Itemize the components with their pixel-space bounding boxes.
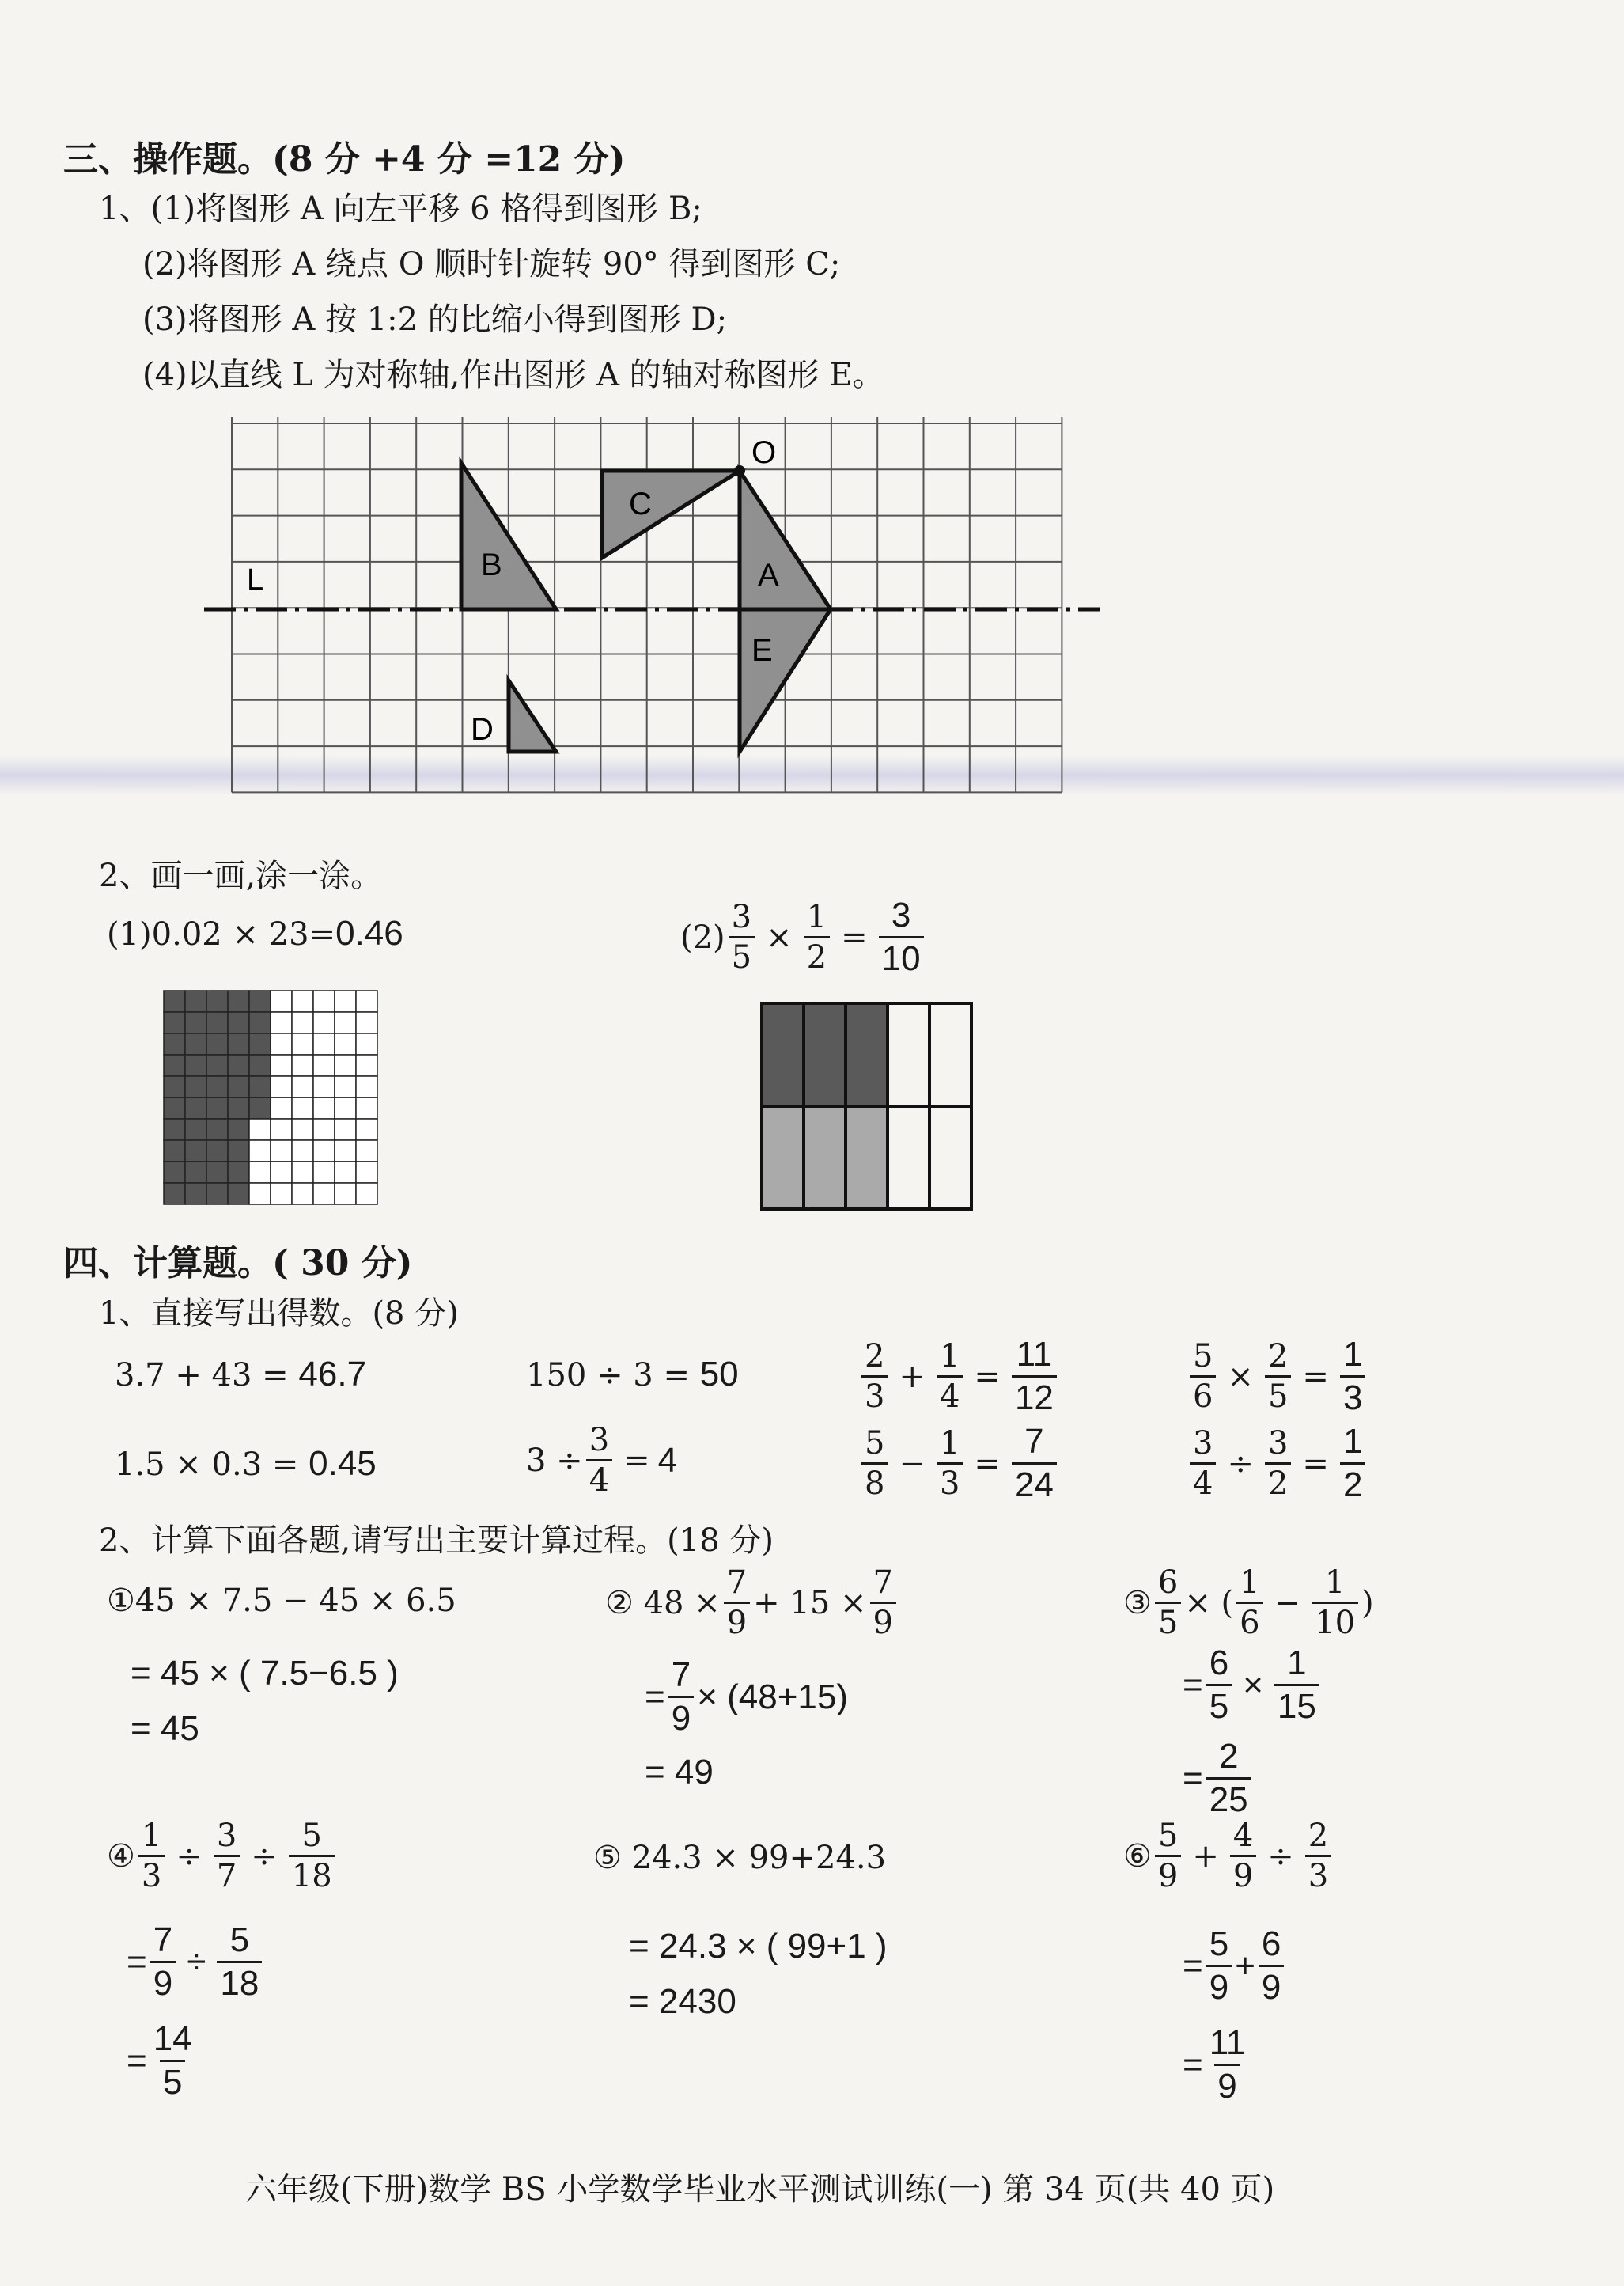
hundred-cell	[356, 1055, 377, 1076]
transformation-grid	[198, 408, 1107, 803]
hundred-cell-shaded	[249, 1012, 271, 1033]
denominator: 10	[879, 936, 924, 976]
hundred-cell	[313, 1012, 335, 1033]
hundred-cell-shaded	[206, 1012, 228, 1033]
direct-r2c3: $\frac{5}{8}$ − $\frac{1}{3}$ = $\frac{7}{24}$	[858, 1424, 1060, 1503]
direct-r1c2	[526, 1355, 739, 1394]
hundred-cell	[271, 1033, 292, 1055]
page-footer: 六年级(下册)数学 BS 小学数学毕业水平测试训练(一) 第 34 页(共 40 页)	[245, 2171, 1275, 2208]
hundred-cell	[249, 1162, 271, 1183]
hundred-cell	[335, 1162, 356, 1183]
label-D: D	[471, 712, 494, 747]
hundred-cell	[271, 1076, 292, 1098]
problem-6-question: ⑥ $\frac{5}{9}$ + $\frac{4}{9}$ ÷ $\frac{2}{3}$	[1123, 1820, 1334, 1892]
problem-3-question: ③ $\frac{6}{5}$ × ( $\frac{1}{6}$ − $\frac{1}{10}$ )	[1123, 1564, 1374, 1641]
hundred-cell	[292, 1033, 313, 1055]
question: 150 ÷ 3 =	[526, 1357, 690, 1393]
hundred-cell-shaded	[164, 1119, 185, 1140]
q1-item-2: (2)将图形 A 绕点 O 顺时针旋转 90° 得到图形 C;	[142, 246, 841, 282]
answer: 46.7	[298, 1355, 367, 1393]
hundred-cell-shaded	[249, 991, 271, 1012]
hundred-cell-shaded	[206, 1140, 228, 1162]
hundred-cell-shaded	[185, 1119, 206, 1140]
hundred-cell	[271, 1140, 292, 1162]
hundred-cell	[335, 1119, 356, 1140]
section3-title: 三、操作题。(8 分 +4 分 =12 分)	[63, 139, 626, 180]
label-C: C	[629, 487, 652, 521]
hundred-cell	[313, 991, 335, 1012]
hundred-cell-shaded	[206, 1119, 228, 1140]
hundred-grid-cells	[164, 991, 377, 1204]
hundred-cell-shaded	[228, 1183, 249, 1204]
direct-r1c1	[115, 1355, 366, 1394]
hundred-cell	[292, 1098, 313, 1119]
hundred-cell	[271, 1162, 292, 1183]
hundred-cell	[292, 1076, 313, 1098]
hundred-cell	[271, 991, 292, 1012]
problem-3-step-2: = $\frac{2}{25}$	[1183, 1739, 1255, 1818]
hundred-cell	[356, 1183, 377, 1204]
problem-6-step-2: = $\frac{11}{9}$	[1183, 2023, 1246, 2106]
hundred-cell	[313, 1119, 335, 1140]
q2-part1-expression: (1)0.02 × 23=	[107, 916, 336, 953]
denominator: 5	[729, 936, 755, 973]
hundred-cell-shaded	[185, 991, 206, 1012]
hundred-cell-shaded	[206, 1055, 228, 1076]
question: 3.7 + 43 =	[115, 1357, 289, 1393]
section4-title: 四、计算题。( 30 分)	[63, 1243, 413, 1283]
direct-r2c4: $\frac{3}{4}$ ÷ $\frac{3}{2}$ = $\frac{1}{2}$	[1187, 1424, 1368, 1503]
shape-C	[602, 471, 740, 558]
hundred-cell-shaded	[249, 1098, 271, 1119]
hundred-cell	[271, 1183, 292, 1204]
problem-1-question: ①45 × 7.5 − 45 × 6.5	[107, 1583, 456, 1619]
hundred-cell	[292, 1119, 313, 1140]
q2-title: 2、画一画,涂一涂。	[99, 858, 383, 894]
hundred-cell	[313, 1140, 335, 1162]
hundred-cell-shaded	[164, 991, 185, 1012]
problem-5-step-1: = 24.3 × ( 99+1 )	[629, 1927, 888, 1966]
q2-part2-frac-a	[729, 899, 755, 976]
problem-2-step-1: = $\frac{7}{9}$ × (48+15)	[645, 1655, 848, 1738]
hundred-cell	[271, 1055, 292, 1076]
label-L: L	[247, 563, 264, 597]
hundred-grid	[162, 989, 384, 1211]
hundred-cell-shaded	[164, 1076, 185, 1098]
q2-part1-answer: 0.46	[335, 914, 403, 953]
hundred-cell	[313, 1076, 335, 1098]
hundred-cell	[313, 1055, 335, 1076]
hundred-cell-shaded	[185, 1033, 206, 1055]
hundred-cell-shaded	[206, 1183, 228, 1204]
hundred-cell	[335, 1140, 356, 1162]
hundred-cell-shaded	[206, 991, 228, 1012]
hundred-cell-shaded	[206, 1162, 228, 1183]
hundred-cell-shaded	[228, 1098, 249, 1119]
hundred-cell	[356, 1076, 377, 1098]
hundred-cell	[292, 991, 313, 1012]
q1-item-4: (4)以直线 L 为对称轴,作出图形 A 的轴对称图形 E。	[142, 357, 884, 393]
label-E: E	[751, 633, 773, 668]
hundred-cell-shaded	[228, 1012, 249, 1033]
shaded-light-region-right	[846, 1106, 888, 1209]
direct-title: 1、直接写出得数。(8 分)	[99, 1295, 459, 1332]
hundred-cell	[356, 1033, 377, 1055]
hundred-cell-shaded	[185, 1055, 206, 1076]
hundred-cell	[292, 1055, 313, 1076]
hundred-cell-shaded	[185, 1098, 206, 1119]
hundred-cell-shaded	[228, 1162, 249, 1183]
direct-r1c3: $\frac{2}{3}$ + $\frac{1}{4}$ = $\frac{11}{12}$	[858, 1337, 1060, 1416]
hundred-cell-shaded	[206, 1076, 228, 1098]
hundred-cell-shaded	[249, 1033, 271, 1055]
direct-r2c2: 3 ÷ $\frac{3}{4}$ = 4	[526, 1422, 678, 1499]
problem-4-step-1: = $\frac{7}{9}$ ÷ $\frac{5}{18}$	[127, 1923, 265, 2001]
q2-part2-label: (2)	[680, 919, 725, 956]
hundred-cell-shaded	[206, 1098, 228, 1119]
q1-item-3: (3)将图形 A 按 1:2 的比缩小得到图形 D;	[142, 301, 728, 338]
hundred-cell-shaded	[164, 1162, 185, 1183]
fraction-rectangle	[759, 1001, 977, 1215]
hundred-cell	[356, 1162, 377, 1183]
problem-2-question: ② 48 × $\frac{7}{9}$ + 15 × $\frac{7}{9}$	[605, 1567, 899, 1639]
hundred-cell-shaded	[164, 1055, 185, 1076]
hundred-cell	[335, 1098, 356, 1119]
hundred-cell-shaded	[206, 1033, 228, 1055]
hundred-cell	[313, 1033, 335, 1055]
hundred-cell	[335, 1012, 356, 1033]
hundred-cell	[292, 1183, 313, 1204]
hundred-cell	[249, 1183, 271, 1204]
problem-4-step-2: = $\frac{14}{5}$	[127, 2019, 192, 2102]
equals-sign: =	[841, 919, 868, 956]
hundred-cell-shaded	[228, 991, 249, 1012]
hundred-cell-shaded	[185, 1162, 206, 1183]
q2-part2-answer	[879, 898, 924, 976]
operator: ×	[766, 919, 793, 956]
problem-4-question: ④ $\frac{1}{3}$ ÷ $\frac{3}{7}$ ÷ $\frac{5}{18}$	[107, 1820, 339, 1892]
label-A: A	[758, 558, 779, 593]
problem-2-step-2: = 49	[645, 1753, 714, 1791]
process-title: 2、计算下面各题,请写出主要计算过程。(18 分)	[99, 1522, 774, 1559]
hundred-cell	[292, 1140, 313, 1162]
hundred-cell-shaded	[249, 1055, 271, 1076]
hundred-cell-shaded	[228, 1119, 249, 1140]
hundred-cell-shaded	[185, 1183, 206, 1204]
hundred-cell	[313, 1098, 335, 1119]
hundred-cell	[313, 1183, 335, 1204]
hundred-cell	[249, 1140, 271, 1162]
problem-6-step-1: = $\frac{5}{9}$ + $\frac{6}{9}$	[1183, 1927, 1287, 2005]
hundred-cell-shaded	[164, 1140, 185, 1162]
hundred-cell	[335, 1183, 356, 1204]
numerator: 3	[731, 899, 752, 935]
hundred-cell	[356, 1098, 377, 1119]
label-O: O	[751, 435, 777, 470]
problem-1-step-2: = 45	[131, 1709, 199, 1748]
shape-D	[509, 680, 556, 752]
answer: 50	[699, 1355, 739, 1393]
hundred-cell-shaded	[228, 1033, 249, 1055]
hundred-cell-shaded	[185, 1076, 206, 1098]
hundred-cell-shaded	[228, 1076, 249, 1098]
hundred-cell	[335, 1033, 356, 1055]
hundred-cell-shaded	[228, 1055, 249, 1076]
hundred-cell-shaded	[249, 1076, 271, 1098]
numerator: 1	[806, 899, 827, 935]
hundred-cell	[271, 1098, 292, 1119]
hundred-cell	[292, 1012, 313, 1033]
hundred-cell	[356, 1140, 377, 1162]
direct-r2c1	[115, 1444, 377, 1484]
shaded-dark-region-2	[846, 1003, 888, 1106]
hundred-cell	[292, 1162, 313, 1183]
q2-part1	[107, 914, 403, 953]
hundred-cell-shaded	[185, 1012, 206, 1033]
problem-1-step-1: = 45 × ( 7.5−6.5 )	[131, 1654, 399, 1693]
hundred-cell	[356, 991, 377, 1012]
problem-5-question: ⑤ 24.3 × 99+24.3	[593, 1840, 887, 1876]
hundred-cell-shaded	[228, 1140, 249, 1162]
numerator: 3	[891, 896, 911, 934]
label-B: B	[481, 548, 502, 582]
answer: 0.45	[309, 1444, 377, 1483]
hundred-cell	[313, 1162, 335, 1183]
hundred-cell	[356, 1119, 377, 1140]
point-O	[734, 465, 745, 476]
hundred-cell-shaded	[185, 1140, 206, 1162]
hundred-cell	[271, 1012, 292, 1033]
direct-r1c4: $\frac{5}{6}$ × $\frac{2}{5}$ = $\frac{1}{3}$	[1187, 1337, 1368, 1416]
hundred-cell	[271, 1119, 292, 1140]
hundred-cell	[356, 1012, 377, 1033]
hundred-cell	[249, 1119, 271, 1140]
hundred-cell-shaded	[164, 1098, 185, 1119]
hundred-cell-shaded	[164, 1183, 185, 1204]
q1-item-1: 1、(1)将图形 A 向左平移 6 格得到图形 B;	[99, 191, 702, 227]
question: 1.5 × 0.3 =	[115, 1446, 299, 1483]
hundred-cell-shaded	[164, 1033, 185, 1055]
problem-5-step-2: = 2430	[629, 1982, 736, 2021]
hundred-cell-shaded	[164, 1012, 185, 1033]
q2-part2-frac-b	[804, 899, 830, 976]
problem-3-step-1: = $\frac{6}{5}$ × $\frac{1}{15}$	[1183, 1646, 1323, 1724]
hundred-cell	[335, 1076, 356, 1098]
hundred-cell	[335, 991, 356, 1012]
denominator: 2	[804, 936, 830, 973]
q2-part2	[680, 898, 927, 976]
hundred-cell	[335, 1055, 356, 1076]
